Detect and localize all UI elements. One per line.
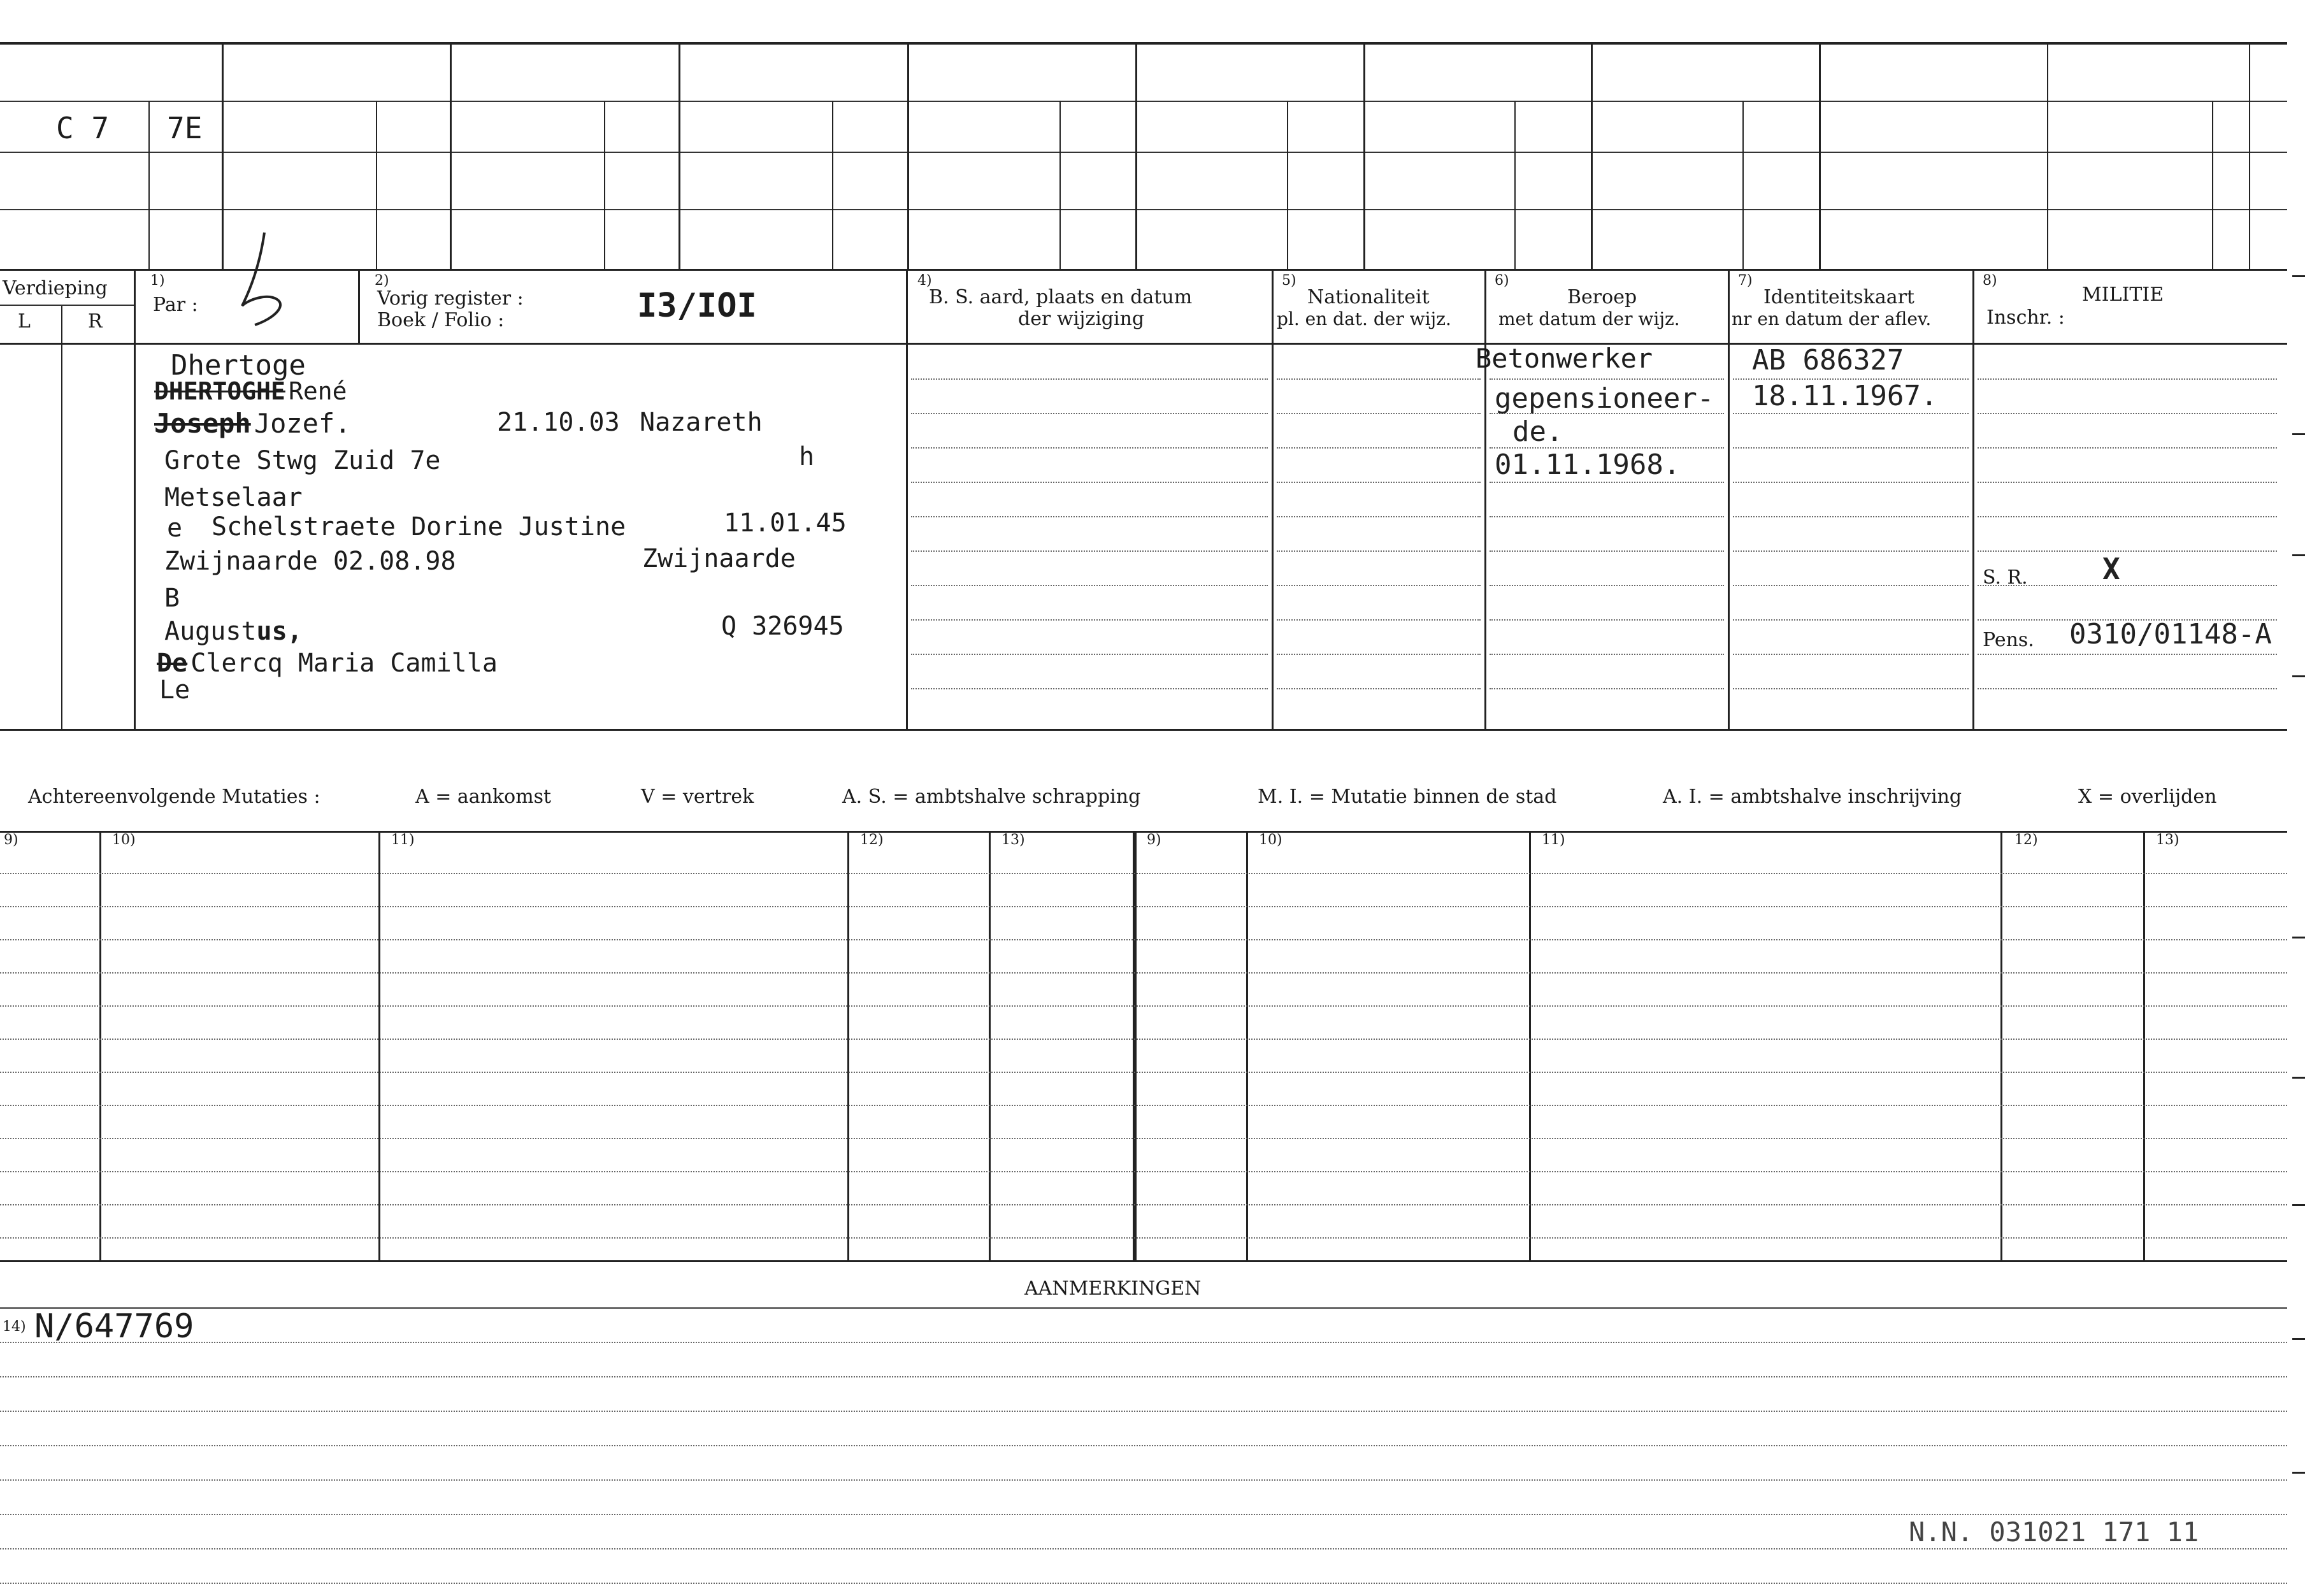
- mut-col-num: 9): [4, 832, 18, 848]
- top-grid-vline: [1363, 42, 1365, 269]
- top-grid-vline: [1287, 101, 1288, 269]
- header-vline: [1728, 269, 1730, 729]
- header-vline: [358, 269, 360, 343]
- father-line: [164, 617, 303, 646]
- id-entry-2: 18.11.1967.: [1752, 380, 1938, 412]
- num-14: 14): [3, 1319, 26, 1335]
- person-line-1: [154, 377, 347, 405]
- spouse-name: Schelstraete Dorine Justine: [212, 512, 626, 542]
- num-5: 5): [1282, 273, 1296, 289]
- id-code: Q 326945: [721, 612, 844, 641]
- beroep-entry-2: gepensioneer-: [1495, 382, 1714, 415]
- beroep-entry-3: de.: [1512, 415, 1563, 448]
- bs-header-2: der wijziging: [1018, 308, 1145, 330]
- mut-col-num: 12): [860, 832, 884, 848]
- top-grid-line: [0, 209, 2287, 210]
- lr-vline: [61, 305, 62, 729]
- beroep-header-2: met datum der wijz.: [1498, 308, 1680, 329]
- letter-b: B: [164, 584, 180, 613]
- mut-vline: [989, 831, 991, 1260]
- header-vline: [1972, 269, 1974, 729]
- mother-line: [157, 649, 498, 678]
- top-grid-vline: [1591, 42, 1593, 269]
- top-grid-vline: [2212, 101, 2213, 269]
- mut-col-num: 10): [1259, 832, 1282, 848]
- legend-mi: M. I. = Mutatie binnen de stad: [1258, 786, 1557, 808]
- person-line-2: [154, 408, 351, 439]
- spouse-date: 11.01.45: [724, 508, 847, 538]
- top-code-2: 7E: [167, 111, 203, 145]
- header-vline: [906, 269, 908, 729]
- struck-mother-prefix: De: [157, 649, 188, 678]
- top-grid-vline: [907, 42, 909, 269]
- mut-vline: [378, 831, 380, 1260]
- beroep-header-1: Beroep: [1567, 286, 1637, 308]
- address-mark: h: [799, 442, 815, 471]
- mother-prefix-handwritten: Le: [159, 675, 190, 705]
- pens-label: Pens.: [1983, 629, 2034, 651]
- spouse-birth: Zwijnaarde 02.08.98: [164, 547, 456, 576]
- mut-col-num: 11): [1542, 832, 1565, 848]
- struck-first-name: Joseph: [154, 408, 251, 439]
- top-grid-vline: [1819, 42, 1821, 269]
- mutaties-legend: [0, 784, 2287, 812]
- header-bottom-line: [0, 343, 2287, 345]
- num-4: 4): [917, 273, 932, 289]
- top-code-1: C 7: [56, 111, 110, 145]
- verdieping-label: Verdieping: [3, 277, 108, 299]
- top-grid-vline: [1135, 42, 1137, 269]
- mut-vline: [1246, 831, 1248, 1260]
- aanmerkingen-title: AANMERKINGEN: [1024, 1277, 1202, 1300]
- top-grid-line: [0, 152, 2287, 153]
- father-name: August: [164, 617, 257, 646]
- par-signature: [229, 229, 299, 331]
- legend-a: A = aankomst: [415, 786, 552, 808]
- mut-col-num: 9): [1147, 832, 1161, 848]
- occupation: Metselaar: [164, 483, 303, 512]
- mut-vline: [99, 831, 101, 1260]
- mut-vline: [1133, 831, 1137, 1260]
- id-entry-1: AB 686327: [1752, 344, 1904, 377]
- mutaties-bottom-line: [0, 1260, 2287, 1262]
- mut-vline: [847, 831, 849, 1260]
- col-l-label: L: [18, 310, 31, 333]
- legend-v: V = vertrek: [641, 786, 754, 808]
- top-grid-vline: [604, 101, 605, 269]
- spouse-prefix: e: [167, 514, 183, 543]
- top-grid-vline: [450, 42, 452, 269]
- inschr-label: Inschr. :: [1986, 306, 2065, 329]
- birth-place: Nazareth: [640, 408, 763, 437]
- second-name: Jozef.: [254, 408, 351, 439]
- mut-vline: [2000, 831, 2002, 1260]
- num-7: 7): [1738, 273, 1753, 289]
- body-bottom-line: [0, 729, 2287, 731]
- bs-header-1: B. S. aard, plaats en datum: [929, 286, 1193, 308]
- mother-name: Clercq Maria Camilla: [190, 649, 498, 678]
- num-1: 1): [150, 273, 165, 289]
- person-surname-handwritten: Dhertoge: [171, 349, 306, 382]
- header-vline: [134, 269, 136, 729]
- nat-header-2: pl. en dat. der wijz.: [1277, 308, 1451, 329]
- num-2: 2): [375, 273, 389, 289]
- beroep-entry-1: Betonwerker: [1476, 343, 1653, 374]
- mut-col-num: 13): [2156, 832, 2179, 848]
- mut-col-num: 10): [112, 832, 136, 848]
- father-suffix: us,: [256, 617, 303, 646]
- top-edge-line: [0, 42, 2287, 45]
- par-label: Par :: [153, 294, 198, 316]
- top-grid-line: [0, 101, 2287, 102]
- top-grid-vline: [679, 42, 680, 269]
- top-grid-vline: [2249, 42, 2250, 269]
- boek-folio-label: Boek / Folio :: [377, 309, 505, 331]
- legend-as: A. S. = ambtshalve schrapping: [842, 786, 1141, 808]
- top-grid-vline: [1514, 101, 1516, 269]
- lr-hline: [0, 305, 134, 306]
- num-6: 6): [1495, 273, 1509, 289]
- birth-date: 21.10.03: [497, 408, 620, 437]
- top-grid-vline: [2047, 42, 2048, 269]
- pens-value: 0310/01148-A: [2069, 618, 2272, 651]
- address: Grote Stwg Zuid 7e: [164, 446, 441, 475]
- mut-col-num: 13): [1002, 832, 1025, 848]
- top-grid-vline: [376, 101, 377, 269]
- aanmerkingen-top-line: [0, 1307, 2287, 1309]
- nat-header-1: Nationaliteit: [1307, 286, 1430, 308]
- sr-label: S. R.: [1983, 566, 2028, 589]
- header-vline: [1272, 269, 1274, 729]
- mut-col-num: 11): [391, 832, 415, 848]
- mut-vline: [2143, 831, 2145, 1260]
- struck-surname: DHERTOGHE: [154, 377, 285, 405]
- spouse-place: Zwijnaarde: [642, 544, 796, 573]
- beroep-entry-4: 01.11.1968.: [1495, 449, 1681, 481]
- top-grid-vline: [1742, 101, 1744, 269]
- aanmerkingen-entry: N/647769: [34, 1307, 194, 1346]
- mutaties-top-line: [0, 831, 2287, 833]
- vorig-register-label: Vorig register :: [377, 287, 524, 310]
- nn-number: N.N. 031021 171 11: [1909, 1516, 2199, 1548]
- top-grid-vline: [832, 101, 833, 269]
- register-value: I3/IOI: [637, 287, 757, 325]
- top-grid-vline: [148, 101, 150, 269]
- sr-value: X: [2102, 552, 2120, 586]
- mutaties-title: Achtereenvolgende Mutaties :: [28, 786, 320, 808]
- top-grid-vline: [1059, 101, 1061, 269]
- legend-ai: A. I. = ambtshalve inschrijving: [1663, 786, 1962, 808]
- mut-vline: [1529, 831, 1531, 1260]
- militie-header: MILITIE: [2082, 284, 2164, 306]
- top-grid-vline: [222, 42, 224, 269]
- header-vline: [1484, 269, 1486, 729]
- id-header-1: Identiteitskaart: [1763, 286, 1914, 308]
- first-name: René: [289, 377, 347, 405]
- num-8: 8): [1983, 273, 1997, 289]
- legend-x: X = overlijden: [2078, 786, 2217, 808]
- col-r-label: R: [88, 310, 103, 333]
- top-grid-line: [0, 269, 2287, 271]
- mut-col-num: 12): [2014, 832, 2038, 848]
- id-header-2: nr en datum der aflev.: [1732, 308, 1932, 329]
